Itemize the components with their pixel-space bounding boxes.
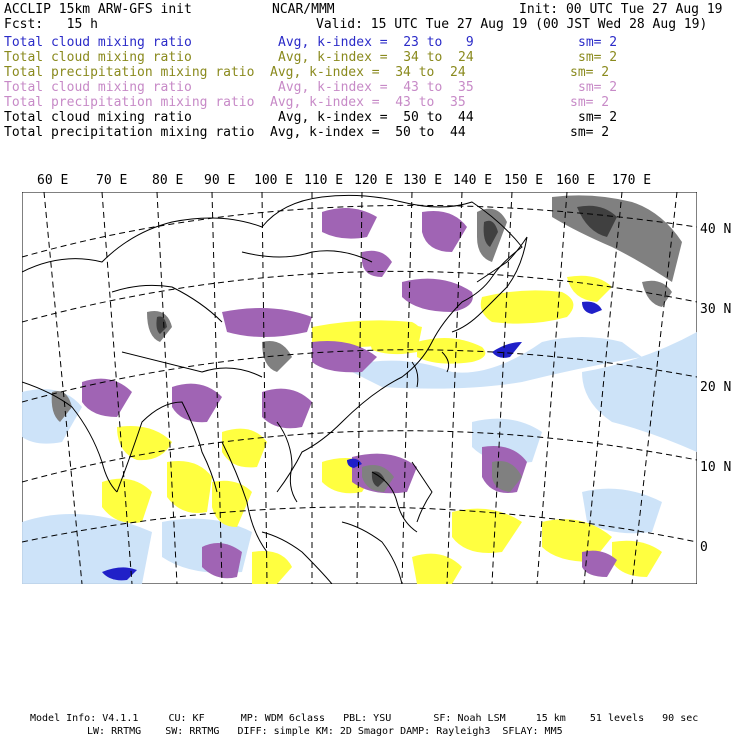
lat-label: 20 N — [700, 380, 732, 395]
lon-label: 130 E — [403, 173, 443, 188]
lon-label: 160 E — [556, 173, 596, 188]
legend-avg: Avg, k-index = 50 to 44 — [270, 125, 466, 140]
legend-field: Total cloud mixing ratio — [4, 80, 192, 95]
map-panel — [22, 192, 697, 584]
valid-time: Valid: 15 UTC Tue 27 Aug 19 (00 JST Wed 28 Aug 19) — [316, 17, 708, 32]
forecast-hour: Fcst: 15 h — [4, 17, 98, 32]
legend-sm: sm= 2 — [570, 95, 610, 110]
lon-label: 80 E — [152, 173, 184, 188]
lon-label: 110 E — [304, 173, 344, 188]
lon-label: 60 E — [37, 173, 69, 188]
lat-label: 10 N — [700, 460, 732, 475]
legend-sm: sm= 2 — [578, 80, 618, 95]
legend-sm: sm= 2 — [578, 50, 618, 65]
physics-info: LW: RRTMG SW: RRTMG DIFF: simple KM: 2D Smagor DAMP: Rayleigh3 SFLAY: MM5 — [87, 726, 563, 737]
lat-label: 30 N — [700, 302, 732, 317]
lon-label: 150 E — [504, 173, 544, 188]
lon-label: 140 E — [453, 173, 493, 188]
legend-field: Total cloud mixing ratio — [4, 50, 192, 65]
lat-label: 0 — [700, 540, 708, 555]
legend-sm: sm= 2 — [578, 110, 618, 125]
legend-field: Total precipitation mixing ratio — [4, 95, 255, 110]
legend-field: Total cloud mixing ratio — [4, 35, 192, 50]
center-label: NCAR/MMM — [272, 2, 335, 17]
legend-avg: Avg, k-index = 43 to 35 — [270, 95, 466, 110]
legend-sm: sm= 2 — [578, 35, 618, 50]
legend-avg: Avg, k-index = 34 to 24 — [278, 50, 474, 65]
model-title: ACCLIP 15km ARW-GFS init — [4, 2, 192, 17]
legend-sm: sm= 2 — [570, 65, 610, 80]
legend-field: Total precipitation mixing ratio — [4, 65, 255, 80]
legend-field: Total cloud mixing ratio — [4, 110, 192, 125]
init-time: Init: 00 UTC Tue 27 Aug 19 — [519, 2, 723, 17]
legend-field: Total precipitation mixing ratio — [4, 125, 255, 140]
legend-sm: sm= 2 — [570, 125, 610, 140]
lon-label: 100 E — [254, 173, 294, 188]
lon-label: 70 E — [96, 173, 128, 188]
lon-label: 170 E — [612, 173, 652, 188]
legend-avg: Avg, k-index = 34 to 24 — [270, 65, 466, 80]
lat-label: 40 N — [700, 222, 732, 237]
lon-label: 90 E — [204, 173, 236, 188]
lon-label: 120 E — [354, 173, 394, 188]
model-info: Model Info: V4.1.1 CU: KF MP: WDM 6class PBL: YSU SF: Noah LSM 15 km 51 levels 90 sec — [30, 713, 699, 724]
legend-avg: Avg, k-index = 23 to 9 — [278, 35, 474, 50]
legend-avg: Avg, k-index = 43 to 35 — [278, 80, 474, 95]
legend-avg: Avg, k-index = 50 to 44 — [278, 110, 474, 125]
